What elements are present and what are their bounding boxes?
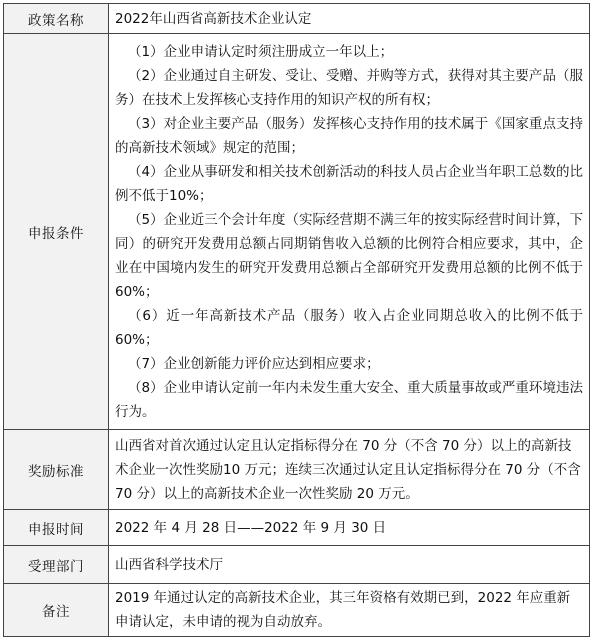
row-department bbox=[4, 546, 590, 584]
value-department: 山西省科学技术厅 bbox=[109, 546, 590, 584]
row-reward bbox=[4, 430, 590, 510]
label-policy-name: 政策名称 bbox=[4, 4, 109, 34]
condition-item-8: （8）企业申请认定前一年内未发生重大安全、重大质量事故或严重环境违法行为。 bbox=[115, 379, 583, 420]
row-policy-name bbox=[4, 4, 590, 34]
label-department: 受理部门 bbox=[4, 546, 109, 584]
condition-item-2: （2）企业通过自主研发、受让、受赠、并购等方式，获得对其主要产品（服务）在技术上发挥核心支持作用的知识产权的所有权； bbox=[115, 67, 583, 108]
row-conditions bbox=[4, 34, 590, 430]
value-reward: 山西省对首次通过认定且认定指标得分在 70 分（不含 70 分）以上的高新技术企业一次性奖励10 万元；连续三次通过认定且认定指标得分在 70 分（不含 70 分）以上的高新技术企业一次性奖励 20 万元。 bbox=[109, 430, 590, 510]
label-reward: 奖励标准 bbox=[4, 430, 109, 510]
policy-table bbox=[3, 3, 590, 637]
row-apply-time bbox=[4, 510, 590, 546]
conditions-list bbox=[109, 34, 590, 430]
condition-item-3: （3）对企业主要产品（服务）发挥核心支持作用的技术属于《国家重点支持的高新技术领域》规定的范围； bbox=[115, 115, 583, 156]
value-apply-time: 2022 年 4 月 28 日——2022 年 9 月 30 日 bbox=[109, 510, 590, 546]
condition-item-1: （1）企业申请认定时须注册成立一年以上； bbox=[128, 43, 394, 60]
label-apply-time: 申报时间 bbox=[4, 510, 109, 546]
value-remarks: 2019 年通过认定的高新技术企业，其三年资格有效期已到，2022 年应重新申请认定，未申请的视为自动放弃。 bbox=[109, 584, 590, 637]
condition-item-4: （4）企业从事研发和相关技术创新活动的科技人员占企业当年职工总数的比例不低于10%； bbox=[115, 163, 583, 204]
condition-item-7: （7）企业创新能力评价应达到相应要求； bbox=[128, 355, 380, 372]
condition-item-6: （6）近一年高新技术产品（服务）收入占企业同期总收入的比例不低于60%； bbox=[115, 307, 583, 348]
value-policy-name: 2022年山西省高新技术企业认定 bbox=[109, 4, 590, 34]
row-remarks bbox=[4, 584, 590, 637]
label-conditions: 申报条件 bbox=[4, 34, 109, 430]
condition-item-5: （5）企业近三个会计年度（实际经营期不满三年的按实际经营时间计算，下同）的研究开发费用总额占同期销售收入总额的比例符合相应要求，其中，企业在中国境内发生的研究开发费用总额占全部研究开发费用总额的比例不低于60%； bbox=[115, 211, 583, 300]
label-remarks: 备注 bbox=[4, 584, 109, 637]
